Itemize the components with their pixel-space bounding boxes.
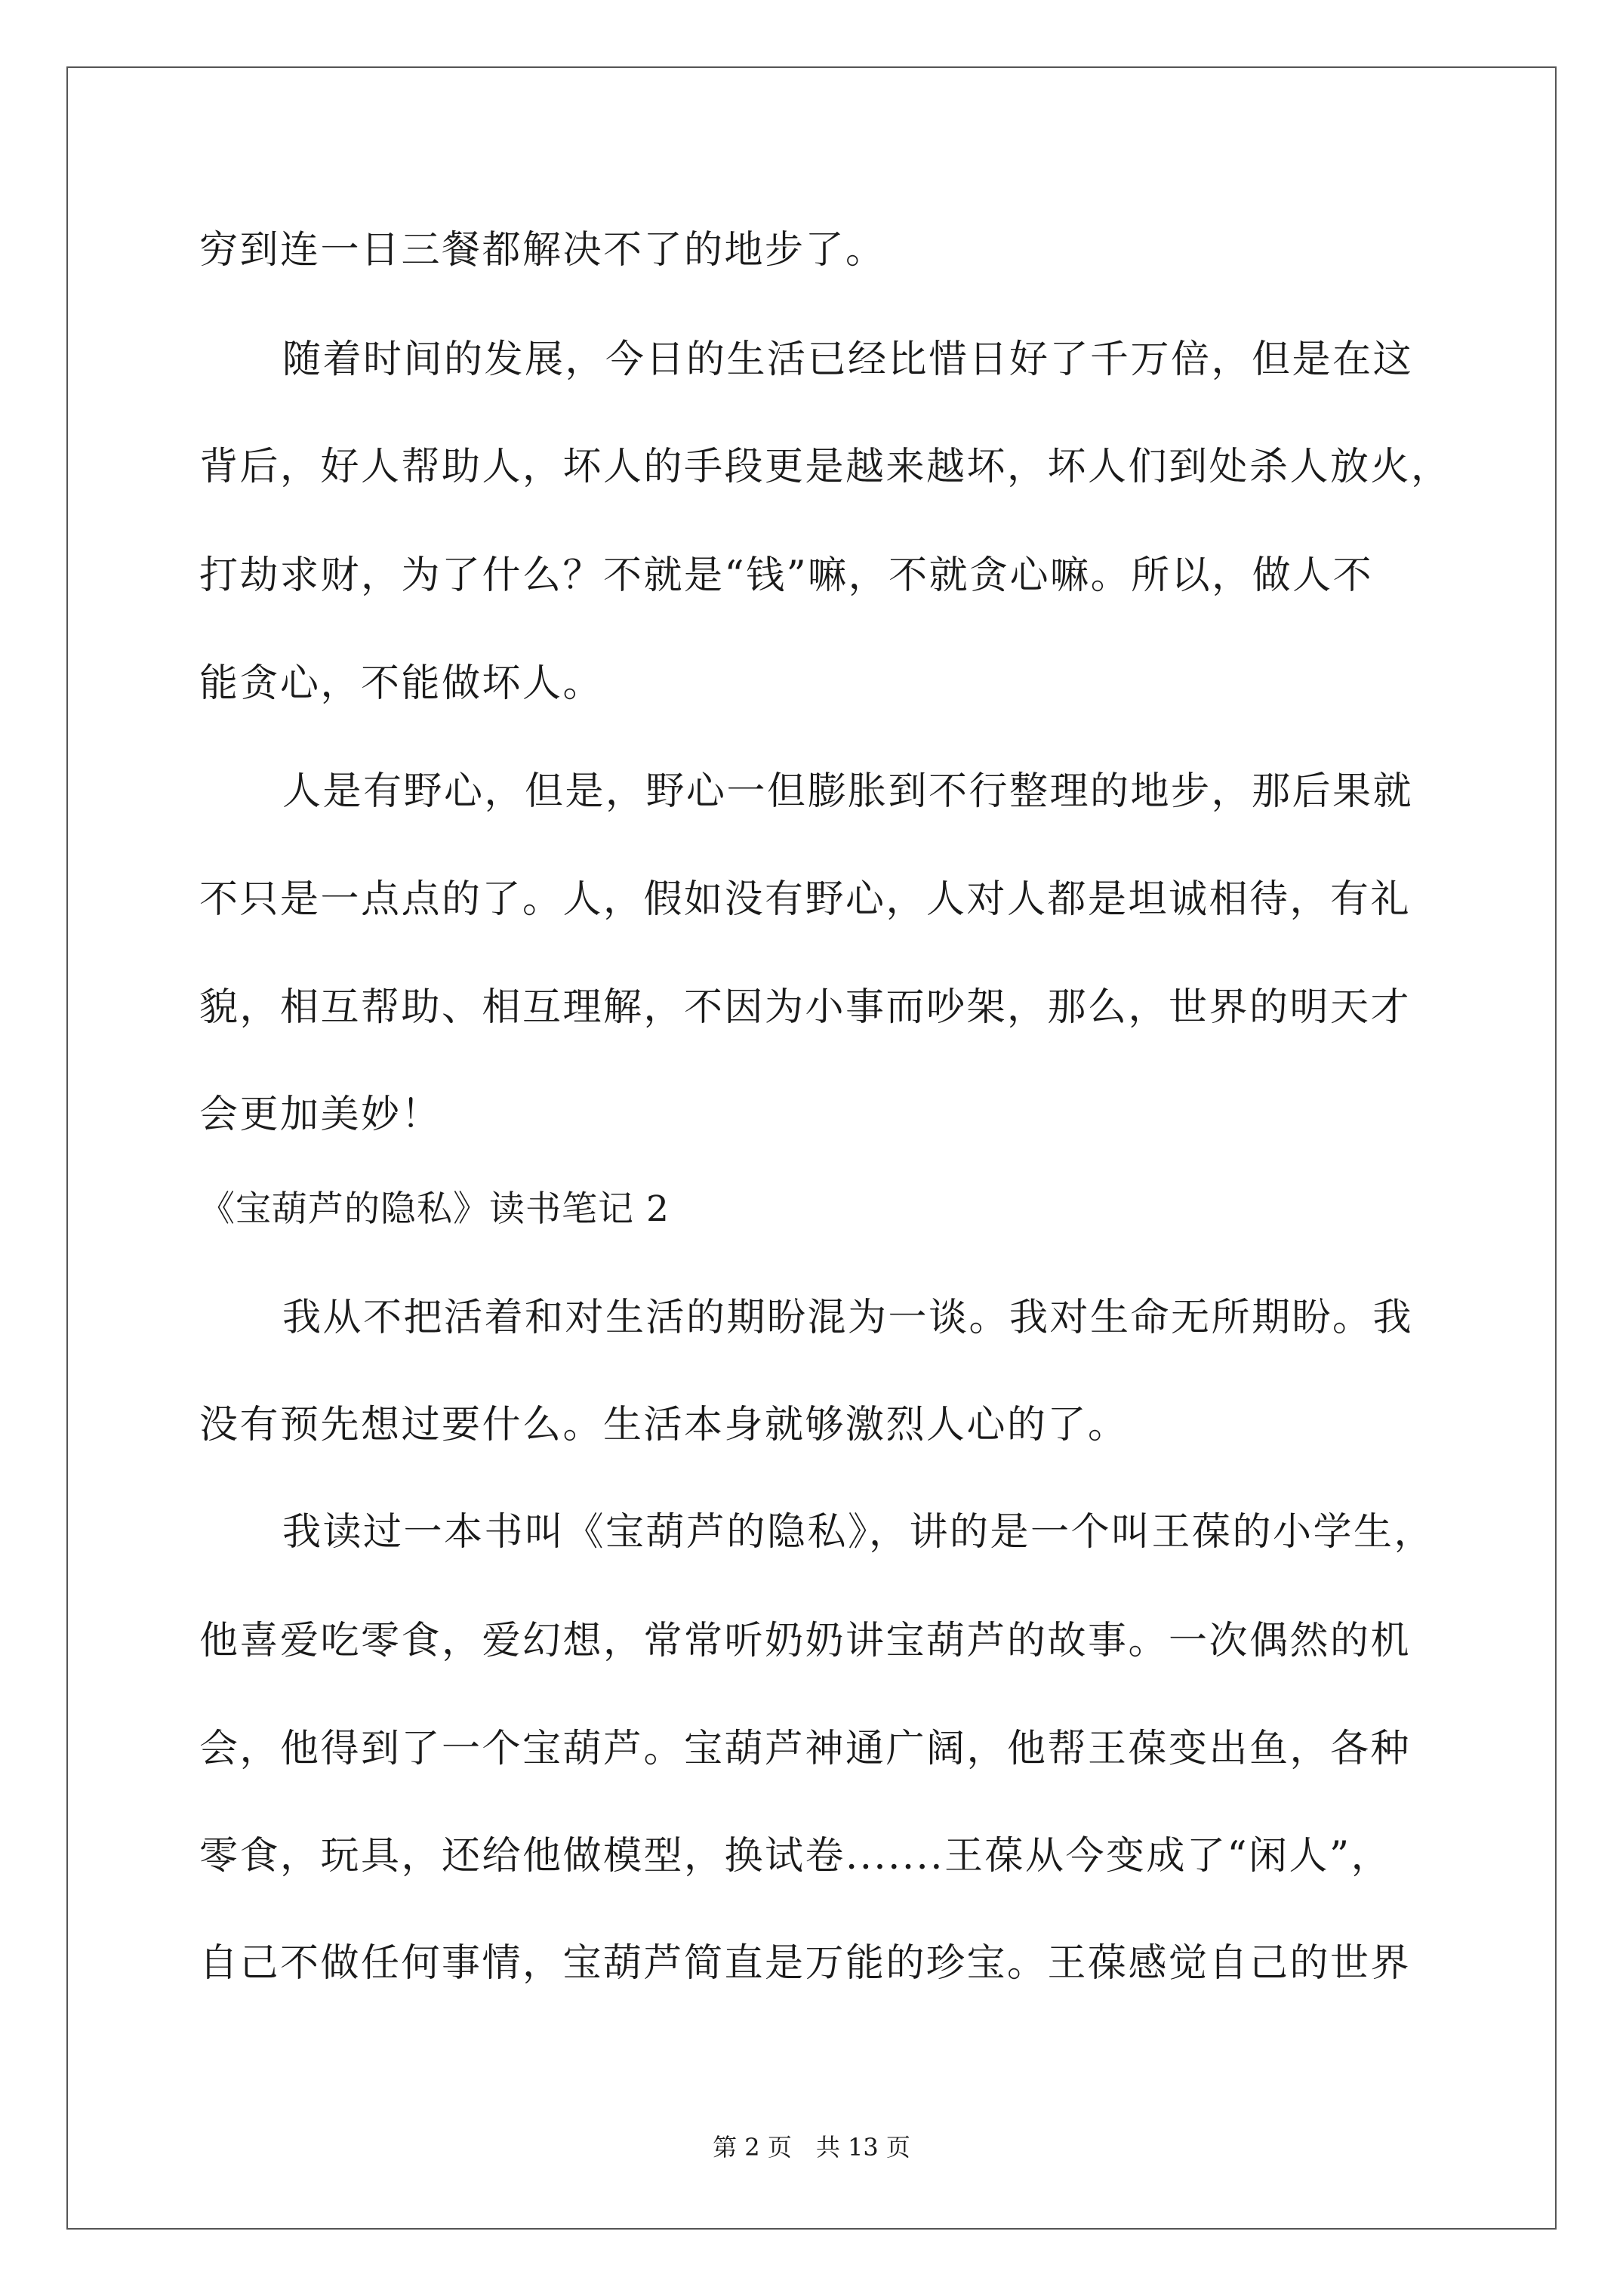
- text-line: 貌，相互帮助、相互理解，不因为小事而吵架，那么，世界的明天才: [199, 985, 1412, 1030]
- text-line: 随着时间的发展，今日的生活已经比惜日好了千万倍，但是在这: [282, 337, 1414, 382]
- text-line: 人是有野心，但是，野心一但膨胀到不行整理的地步，那后果就: [282, 769, 1414, 814]
- text-line: 会，他得到了一个宝葫芦。宝葫芦神通广阔，他帮王葆变出鱼，各种: [199, 1727, 1412, 1771]
- text-line: 没有预先想过要什么。生活本身就够激烈人心的了。: [199, 1403, 1129, 1447]
- text-line: 自己不做任何事情，宝葫芦简直是万能的珍宝。王葆感觉自己的世界: [199, 1941, 1412, 1986]
- page-number-footer: 第 2 页 共 13 页: [713, 2133, 910, 2162]
- text-line: 我从不把活着和对生活的期盼混为一谈。我对生命无所期盼。我: [282, 1296, 1414, 1340]
- text-line: 我读过一本书叫《宝葫芦的隐私》，讲的是一个叫王葆的小学生，: [282, 1510, 1435, 1555]
- text-line: 打劫求财，为了什么？不就是“钱”嘛，不就贪心嘛。所以，做人不: [199, 553, 1374, 598]
- text-line: 能贪心，不能做坏人。: [199, 661, 604, 706]
- text-line: 背后，好人帮助人，坏人的手段更是越来越坏，坏人们到处杀人放火，: [199, 445, 1452, 489]
- text-line: 不只是一点点的了。人，假如没有野心，人对人都是坦诚相待，有礼: [199, 877, 1412, 922]
- text-line: 他喜爱吃零食，爱幻想，常常听奶奶讲宝葫芦的故事。一次偶然的机: [199, 1619, 1412, 1663]
- text-line: 会更加美妙！: [199, 1093, 442, 1137]
- section-heading: 《宝葫芦的隐私》读书笔记 2: [199, 1188, 670, 1230]
- page-border: [66, 66, 1557, 2230]
- text-line: 零食，玩具，还给他做模型，换试卷.......王葆从今变成了“闲人”，: [199, 1834, 1392, 1878]
- text-line: 穷到连一日三餐都解决不了的地步了。: [199, 228, 886, 273]
